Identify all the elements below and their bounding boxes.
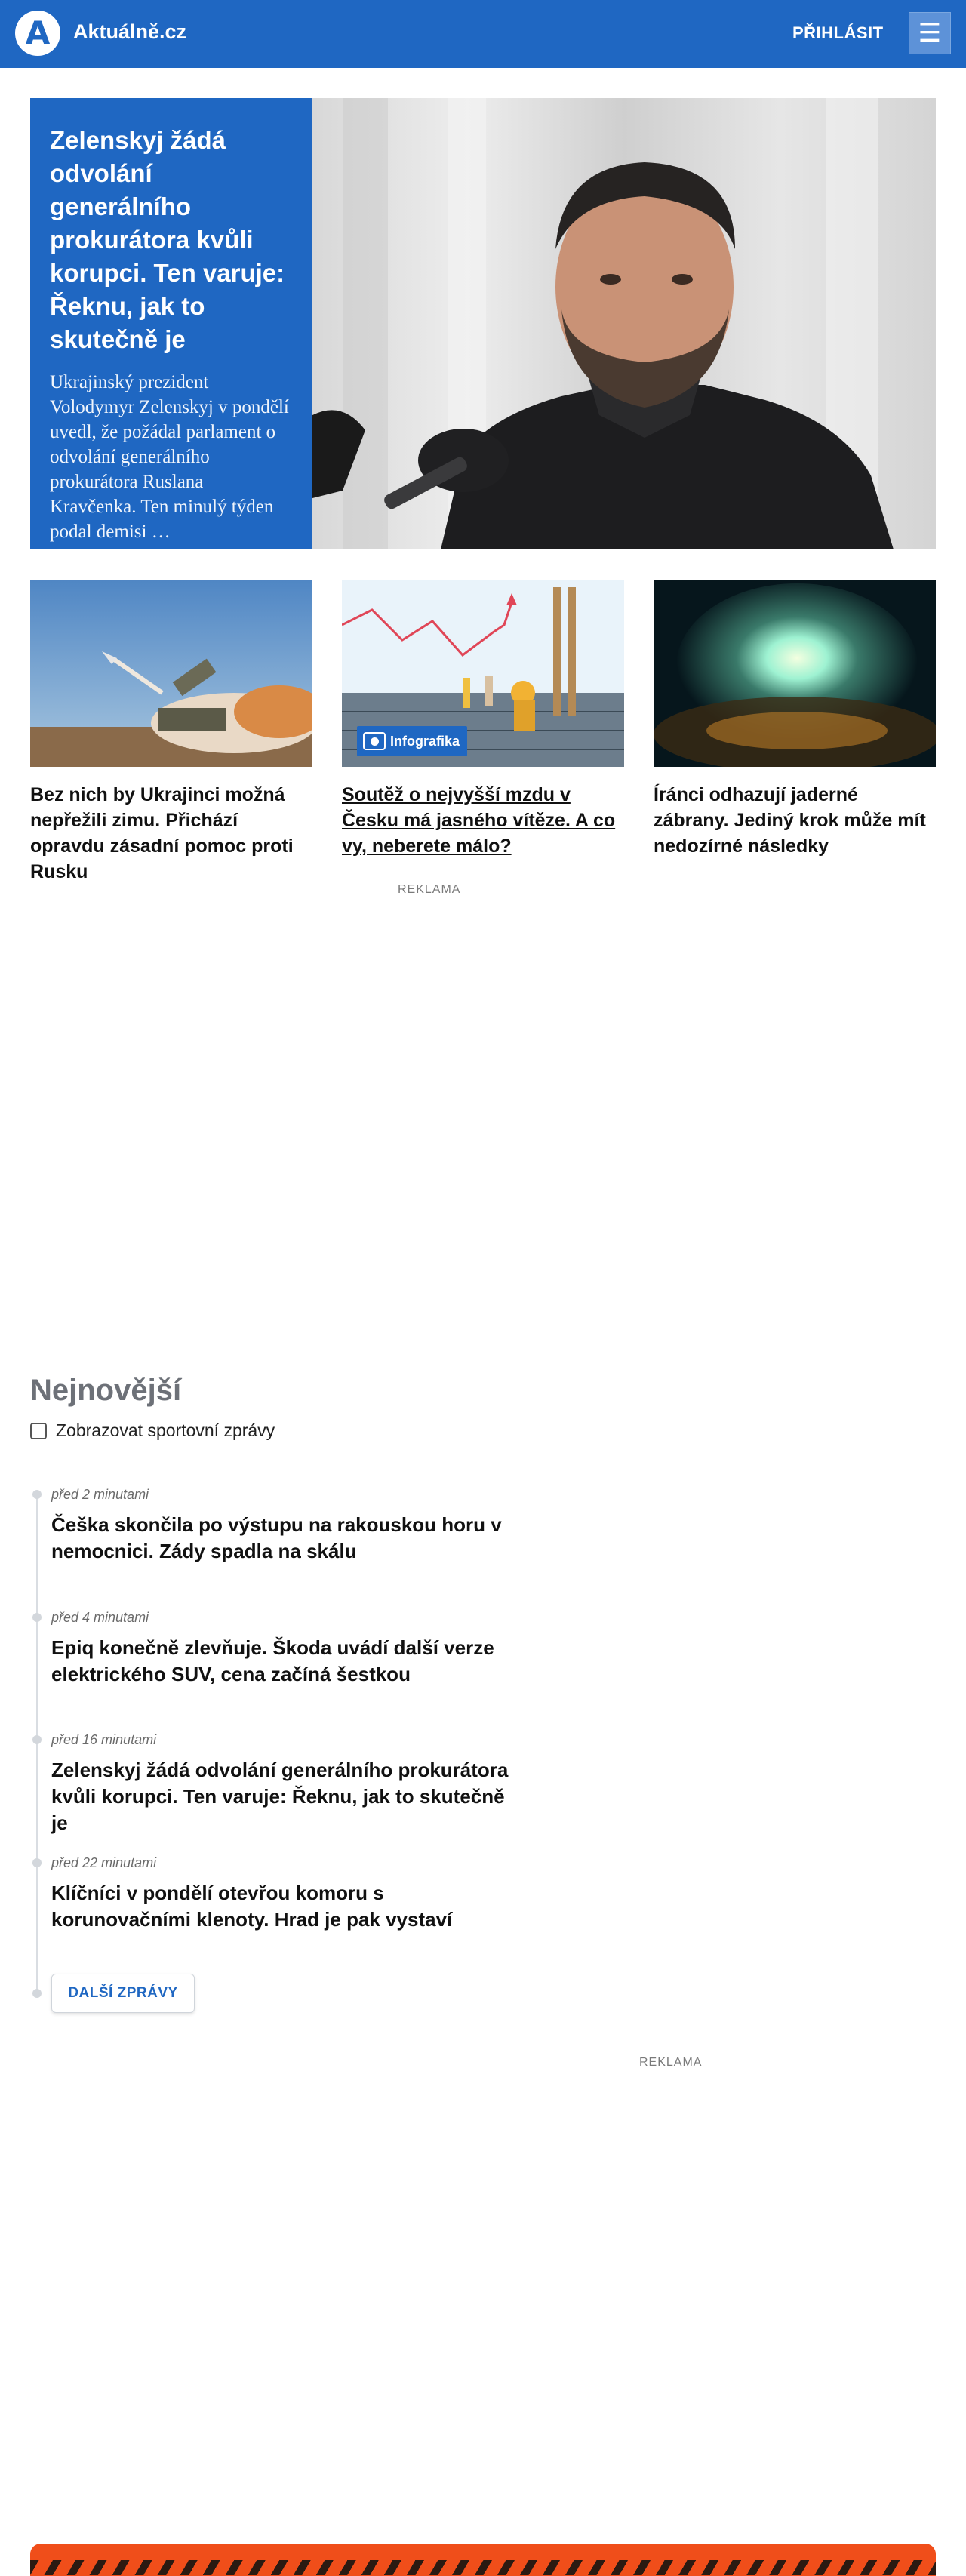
article-card-title[interactable]: Bez nich by Ukrajinci možná nepřežili zimu. Přichází opravdu zásadní pomoc proti Rusku — [30, 784, 294, 882]
latest-heading: Nejnovější — [30, 1374, 182, 1407]
chevron-pattern — [30, 2560, 936, 2575]
ad-slot[interactable] — [30, 902, 936, 1347]
hero-text-panel — [30, 98, 312, 549]
infographic-badge-label: Infografika — [390, 733, 460, 749]
site-logo[interactable] — [15, 11, 60, 56]
article-card[interactable] — [654, 580, 936, 859]
news-time: před 22 minutami — [51, 1855, 157, 1870]
hero-article[interactable] — [30, 98, 936, 549]
ad-slot[interactable] — [528, 2076, 936, 2513]
menu-button[interactable] — [909, 12, 951, 54]
article-card[interactable] — [342, 580, 624, 859]
article-photo[interactable] — [342, 580, 624, 767]
infographic-badge — [357, 726, 467, 756]
timeline-dot — [32, 1989, 42, 1998]
eye-icon — [363, 732, 386, 750]
article-card-title[interactable]: Íránci odhazují jaderné zábrany. Jediný krok může mít nedozírné následky — [654, 784, 926, 857]
hero-photo-illustration — [312, 98, 936, 549]
sport-toggle[interactable] — [30, 1420, 275, 1441]
news-title[interactable]: Klíčníci v pondělí otevřou komoru s korunovačními klenoty. Hrad je pak vystaví — [51, 1882, 453, 1931]
article-card[interactable] — [30, 580, 312, 885]
ad-label: REKLAMA — [639, 2056, 703, 2069]
sport-checkbox[interactable] — [30, 1423, 47, 1439]
hamburger-icon: ☰ — [918, 18, 942, 48]
article-photo[interactable] — [654, 580, 936, 767]
article-photo[interactable] — [30, 580, 312, 767]
hero-perex: Ukrajinský prezident Volodymyr Zelenskyj v pondělí uvedl, že požádal parlament o odvolání generálního prokurátora Ruslana Kravčenka. Ten minulý týden podal demisi … — [50, 372, 289, 542]
news-title[interactable]: Zelenskyj žádá odvolání generálního prokurátora kvůli korupci. Ten varuje: Řeknu, jak to skutečně je — [51, 1759, 509, 1834]
top-navigation-bar — [0, 0, 966, 68]
more-news-button[interactable]: DALŠÍ ZPRÁVY — [51, 1974, 195, 2013]
article-card-title[interactable]: Soutěž o nejvyšší mzdu v Česku má jasného vítěze. A co vy, neberete málo? — [342, 784, 616, 857]
news-title[interactable]: Epiq konečně zlevňuje. Škoda uvádí další verze elektrického SUV, cena začíná šestkou — [51, 1636, 494, 1685]
login-link[interactable]: PŘIHLÁSIT — [792, 23, 884, 42]
news-time: před 16 minutami — [51, 1732, 157, 1747]
promo-banner[interactable] — [30, 2544, 936, 2576]
timeline-dot — [32, 1490, 42, 1499]
timeline-dot — [32, 1613, 42, 1622]
missile-launch-illustration — [30, 580, 312, 767]
news-title[interactable]: Češka skončila po výstupu na rakouskou horu v nemocnici. Zády spadla na skálu — [51, 1513, 502, 1562]
timeline-dot — [32, 1735, 42, 1744]
hero-photo[interactable] — [312, 98, 936, 549]
news-time: před 2 minutami — [51, 1487, 149, 1502]
timeline-dot — [32, 1858, 42, 1867]
logo-letter: A — [25, 14, 51, 51]
site-name[interactable]: Aktuálně.cz — [73, 20, 187, 43]
hero-title[interactable]: Zelenskyj žádá odvolání generálního prokurátora kvůli korupci. Ten varuje: Řeknu, jak to skutečně je — [50, 126, 285, 353]
ad-label: REKLAMA — [398, 883, 461, 896]
sport-toggle-label: Zobrazovat sportovní zprávy — [56, 1420, 275, 1440]
news-time: před 4 minutami — [51, 1610, 149, 1625]
nuclear-explosion-illustration — [654, 580, 936, 767]
